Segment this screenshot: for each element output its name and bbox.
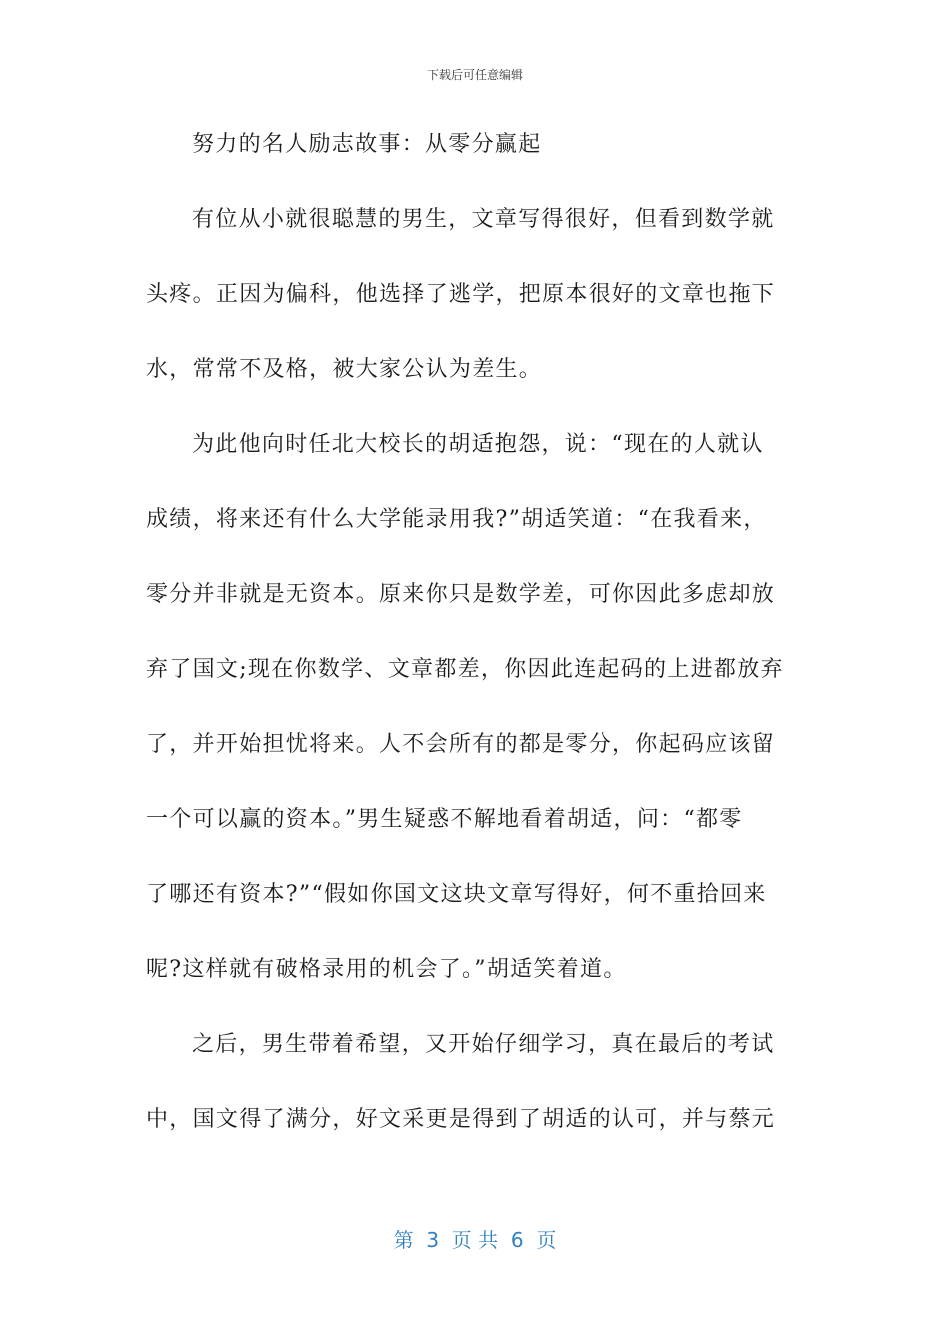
text-line: 零分并非就是无资本。原来你只是数学差，可你因此多虑却放 <box>146 582 776 607</box>
text-line: 水，常常不及格，被大家公认为差生。 <box>146 357 543 382</box>
document-body <box>146 122 806 1172</box>
text-line: 头疼。正因为偏科，他选择了逃学，把原本很好的文章也拖下 <box>146 282 776 307</box>
text-line: 一个可以赢的资本。”男生疑惑不解地看着胡适，问：“都零 <box>146 807 743 832</box>
text-line: 了，并开始担忧将来。人不会所有的都是零分，你起码应该留 <box>146 732 776 757</box>
page-number-footer: 第 3 页 共 6 页 <box>393 1228 557 1252</box>
text-line: 弃了国文;现在你数学、文章都差，你因此连起码的上进都放弃 <box>146 657 784 682</box>
text-line: 之后，男生带着希望，又开始仔细学习，真在最后的考试 <box>192 1032 775 1057</box>
text-line: 为此他向时任北大校长的胡适抱怨，说：“现在的人就认 <box>192 432 764 457</box>
text-line: 中，国文得了满分，好文采更是得到了胡适的认可，并与蔡元 <box>146 1107 776 1132</box>
page-header: 下载后可任意编辑 <box>426 68 523 82</box>
text-line: 了哪还有资本?”“假如你国文这块文章写得好，何不重拾回来 <box>146 882 767 907</box>
text-line: 呢?这样就有破格录用的机会了。”胡适笑着道。 <box>146 957 627 982</box>
text-line: 努力的名人励志故事：从零分赢起 <box>192 132 542 157</box>
text-line: 有位从小就很聪慧的男生，文章写得很好，但看到数学就 <box>192 207 775 232</box>
text-line: 成绩，将来还有什么大学能录用我?”胡适笑道：“在我看来， <box>146 507 767 532</box>
